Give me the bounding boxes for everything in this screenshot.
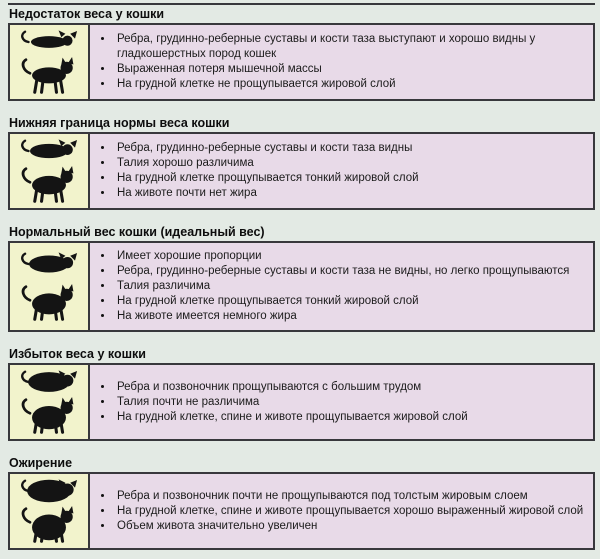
section-title: Недостаток веса у кошки: [9, 7, 165, 21]
symptom-item: • Талия почти не различима: [114, 395, 468, 410]
symptom-item: • На животе имеется немного жира: [114, 309, 569, 324]
symptom-item: • На животе почти нет жира: [114, 186, 419, 201]
cat-side-view-icon: [17, 397, 81, 435]
cat-top-view-icon: [17, 251, 81, 277]
description-cell: [90, 474, 593, 548]
condition-row: [8, 472, 595, 550]
symptom-item: • Ребра и позвоночник прощупываются с большим трудом: [114, 380, 468, 395]
description-cell: [90, 365, 593, 439]
symptom-item: • Талия хорошо различима: [114, 156, 419, 171]
condition-section-lower-normal: [8, 116, 595, 210]
description-cell: [90, 134, 593, 208]
condition-row: [8, 23, 595, 101]
symptom-item: • На грудной клетке прощупывается тонкий жировой слой: [114, 294, 569, 309]
description-cell: [90, 243, 593, 330]
symptom-list: [90, 32, 593, 92]
symptom-list: [90, 249, 569, 324]
cat-image-cell: [10, 365, 90, 439]
section-title: Ожирение: [9, 456, 73, 470]
cat-side-view-icon: [17, 506, 81, 544]
condition-section-obese: [8, 456, 595, 550]
symptom-item: • На грудной клетке прощупывается тонкий жировой слой: [114, 171, 419, 186]
cat-top-view-icon: [17, 478, 81, 504]
symptom-item: • Талия различима: [114, 279, 569, 294]
top-divider: [8, 3, 595, 5]
symptom-list: [90, 141, 419, 201]
section-title: Нижняя граница нормы веса кошки: [9, 116, 230, 130]
condition-row: [8, 132, 595, 210]
symptom-item: • Ребра и позвоночник почти не прощупываются под толстым жировым слоем: [114, 489, 583, 504]
cat-side-view-icon: [17, 284, 81, 322]
cat-top-view-icon: [17, 29, 81, 55]
condition-section-overweight: [8, 347, 595, 441]
symptom-item: • Объем живота значительно увеличен: [114, 519, 583, 534]
symptom-list: [90, 489, 583, 534]
cat-top-view-icon: [17, 138, 81, 164]
cat-side-view-icon: [17, 57, 81, 95]
section-title: Нормальный вес кошки (идеальный вес): [9, 225, 265, 239]
cat-image-cell: [10, 25, 90, 99]
symptom-item: • Выраженная потеря мышечной массы: [114, 62, 593, 77]
cat-image-cell: [10, 243, 90, 330]
condition-row: [8, 363, 595, 441]
symptom-item: • Ребра, грудинно-реберные суставы и кости таза не видны, но легко прощупываются: [114, 264, 569, 279]
condition-section-normal: [8, 225, 595, 332]
cat-image-cell: [10, 474, 90, 548]
symptom-item: • На грудной клетке, спине и животе прощупывается жировой слой: [114, 410, 468, 425]
description-cell: [90, 25, 593, 99]
section-title: Избыток веса у кошки: [9, 347, 146, 361]
condition-row: [8, 241, 595, 332]
cat-top-view-icon: [17, 369, 81, 395]
symptom-item: • Ребра, грудинно-реберные суставы и кости таза выступают и хорошо видны у гладкошерстных пород кошек: [114, 32, 593, 62]
cat-side-view-icon: [17, 166, 81, 204]
cat-image-cell: [10, 134, 90, 208]
symptom-item: • Ребра, грудинно-реберные суставы и кости таза видны: [114, 141, 419, 156]
condition-section-underweight: [8, 7, 595, 101]
symptom-item: • На грудной клетке не прощупывается жировой слой: [114, 77, 593, 92]
symptom-item: • На грудной клетке, спине и животе прощупывается хорошо выраженный жировой слой: [114, 504, 583, 519]
symptom-item: • Имеет хорошие пропорции: [114, 249, 569, 264]
symptom-list: [90, 380, 468, 425]
